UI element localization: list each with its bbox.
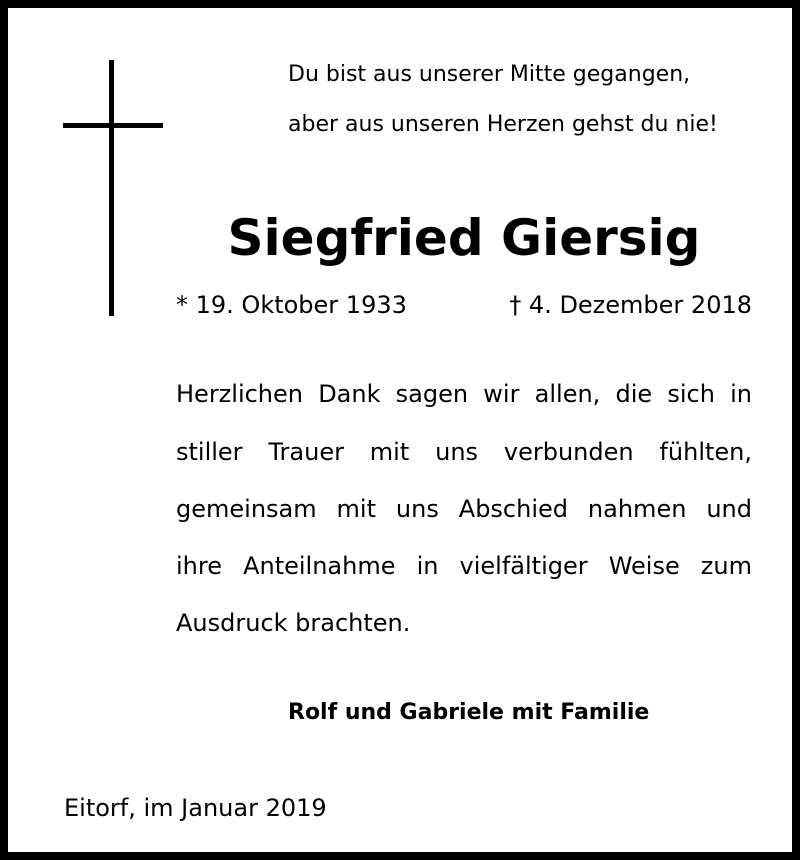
thanks-line-3: gemeinsam mit uns Abschied nahmen und xyxy=(176,495,752,523)
place-and-date: Eitorf, im Januar 2019 xyxy=(64,794,327,822)
deceased-name: Siegfried Giersig xyxy=(227,209,701,267)
thanks-line-1: Herzlichen Dank sagen wir allen, die sich in xyxy=(176,380,752,408)
thanks-line-5: Ausdruck brachten. xyxy=(176,609,411,637)
signature: Rolf und Gabriele mit Familie xyxy=(288,700,650,725)
birth-date: * 19. Oktober 1933 xyxy=(176,291,407,319)
thanks-line-4: ihre Anteilnahme in vielfältiger Weise zum xyxy=(176,552,752,580)
life-dates xyxy=(176,290,752,320)
motto-line-2: aber aus unseren Herzen gehst du nie! xyxy=(288,112,718,137)
thanks-line-2: stiller Trauer mit uns verbunden fühlten, xyxy=(176,438,752,466)
cross-horizontal-bar xyxy=(63,123,163,128)
motto-line-1: Du bist aus unserer Mitte gegangen, xyxy=(288,62,691,87)
cross-vertical-bar xyxy=(109,60,114,316)
death-date: † 4. Dezember 2018 xyxy=(509,291,752,319)
